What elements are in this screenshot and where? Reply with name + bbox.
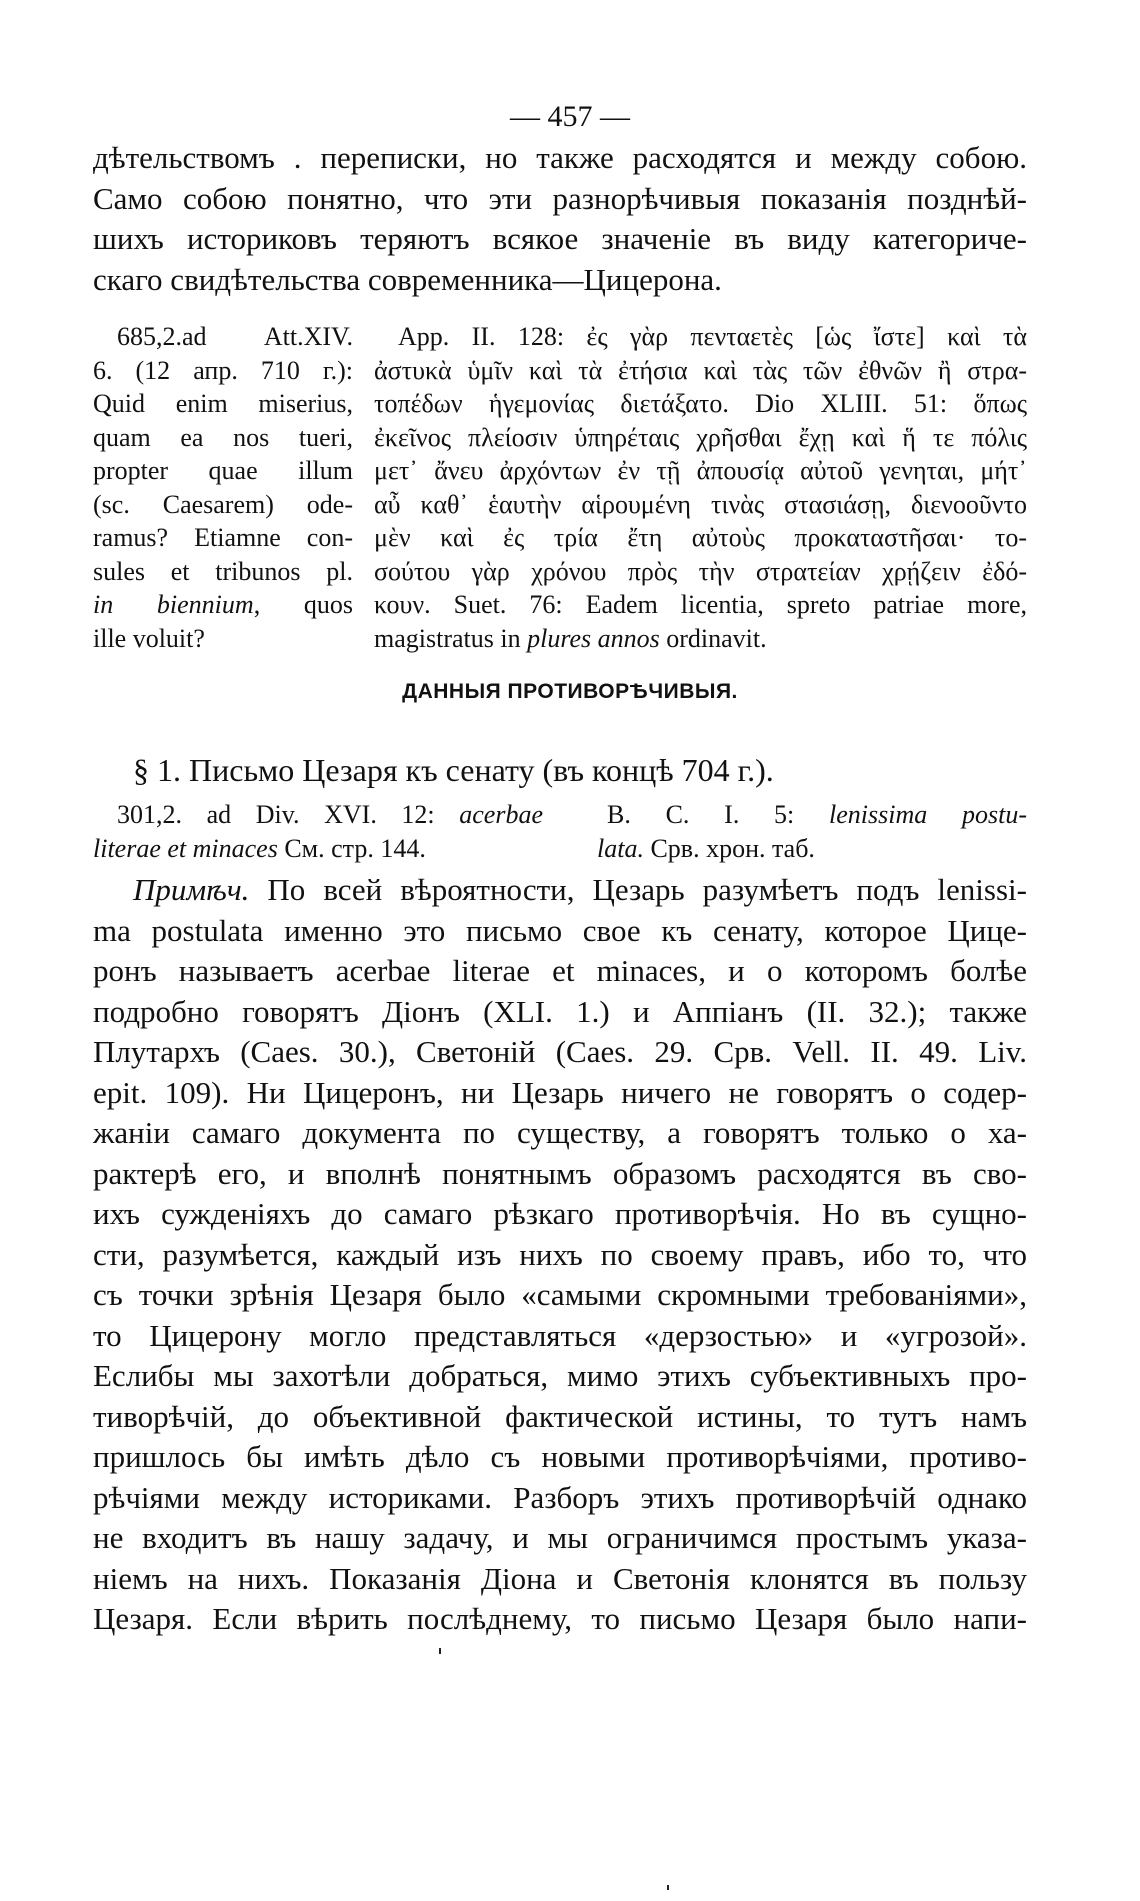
citation-line: μὲν καὶ ἐς τρία ἔτη αὐτοὺς προκαταστῆσαι· το- — [374, 523, 1027, 552]
print-speck — [667, 1885, 669, 1890]
citation-line — [374, 622, 1027, 656]
body-line: ma postulata именно это письмо свое къ сенату, которое Цице- — [93, 912, 1027, 948]
margin-line: quam ea nos tueri, — [93, 422, 353, 452]
print-speck — [439, 1648, 441, 1654]
margin-line: ille voluit? — [93, 623, 205, 653]
italic-text: lata. — [597, 833, 644, 863]
note-paragraph — [93, 870, 1027, 1640]
body-line: ніемъ на нихъ. Показанія Діона и Светонія клонятся въ пользу — [93, 1560, 1027, 1596]
body-line: ронъ называетъ acerbae literae et minaces, и о которомъ болѣе — [93, 953, 1027, 988]
citation-line: ἀστυκὰ ὑμῖν καὶ τὰ ἐτήσια καὶ τὰς τῶν ἐθνῶν ἢ στρα- — [374, 355, 1027, 385]
body-text: По всей вѣроятности, Цезарь разумѣетъ подъ lenissi- — [249, 872, 1027, 907]
margin-line: sules et tribunos pl. — [93, 556, 353, 586]
intro-line: шихъ историковъ теряютъ всякое значеніе въ виду категориче- — [93, 221, 1027, 256]
body-line: пришлось бы имѣть дѣло съ новыми противорѣчіями, противо- — [93, 1439, 1027, 1474]
citation-line: μετ᾽ ἄνευ ἀρχόντων ἐν τῇ ἀπουσίᾳ αὐτοῦ γενηται, μήτ᾽ — [374, 456, 1027, 485]
citation-text: ordinavit. — [659, 623, 767, 653]
body-line: рѣчіями между историками. Разборъ этихъ противорѣчій однако — [93, 1479, 1027, 1515]
body-line: съ точки зрѣнія Цезаря было «самыми скромными требованіями», — [93, 1277, 1027, 1312]
margin-line: 6. (12 апр. 710 г.): — [93, 355, 353, 385]
margin-line: propter quae illum — [93, 456, 353, 485]
margin-line: 685,2.ad Att.XIV. — [117, 322, 353, 351]
intro-line: скаго свидѣтельства современника—Цицерона. — [93, 261, 722, 297]
body-line: жаніи самаго документа по существу, а говорятъ только о ха- — [93, 1115, 1027, 1150]
body-line: ихъ сужденіяхъ до самаго рѣзкаго противорѣчія. Но въ сущно- — [93, 1196, 1027, 1231]
reference-text: Срв. хрон. таб. — [643, 833, 815, 863]
margin-line: (sc. Caesarem) ode- — [93, 489, 353, 519]
reference-line — [597, 832, 1027, 866]
body-line: Плутархъ (Caes. 30.), Светоній (Caes. 29. Срв. Vell. II. 49. Liv. — [93, 1034, 1027, 1069]
body-line: подробно говорятъ Діонъ (XLI. 1.) и Аппіанъ (II. 32.); также — [93, 993, 1027, 1029]
citation-line: τοπέδων ἡγεμονίας διετάξατο. Dio XLIII. 51: ὅπως — [374, 389, 1027, 418]
intro-paragraph — [93, 138, 1027, 300]
citation-text: magistratus in — [374, 623, 528, 653]
body-line — [93, 870, 1027, 911]
reference-right — [597, 798, 1027, 865]
citation-line: σούτου γὰρ χρόνου πρὸς τὴν στρατείαν χρῄζειν ἐδό- — [374, 556, 1027, 586]
reference-line — [93, 832, 543, 866]
intro-line: дѣтельствомъ . переписки, но также расходятся и между собою. — [93, 140, 1027, 175]
italic-text: plures annos — [527, 623, 660, 653]
body-line: то Цицерону могло представляться «дерзостью» и «угрозой». — [93, 1317, 1027, 1353]
margin-line — [93, 588, 353, 622]
citation-column — [374, 320, 1027, 655]
section-title: ДАННЫЯ ПРОТИВОРѢЧИВЫЯ. — [402, 680, 738, 703]
reference-line — [93, 798, 543, 832]
italic-text: lenissima postu- — [829, 800, 1027, 829]
body-line: Еслибы мы захотѣли добраться, мимо этихъ субъективныхъ про- — [93, 1358, 1027, 1393]
reference-text: 301,2. ad Div. XVI. 12: — [117, 800, 460, 829]
body-line: тиворѣчій, до объективной фактической истины, то тутъ намъ — [93, 1398, 1027, 1434]
margin-note-column — [93, 320, 353, 655]
citation-line: κουν. Suet. 76: Eadem licentia, spreto patriae more, — [374, 590, 1027, 619]
reference-line — [597, 798, 1027, 832]
body-line: не входитъ въ нашу задачу, и мы ограничимся простымъ указа- — [93, 1520, 1027, 1555]
body-line: сти, разумѣется, каждый изъ нихъ по своему правъ, ибо то, что — [93, 1236, 1027, 1272]
margin-line: Quid enim miserius, — [93, 389, 353, 418]
reference-text: B. C. I. 5: — [607, 800, 830, 829]
margin-text: , quos — [253, 590, 353, 619]
reference-text: См. стр. 144. — [277, 833, 426, 863]
intro-line: Само собою понятно, что эти разнорѣчивыя показанія позднѣй- — [93, 180, 1027, 216]
citation-line: αὖ καθ᾽ ἑαυτὴν αἱρουμένη τινὰς στασιάσῃ, διενοοῦντο — [374, 489, 1027, 519]
body-line: Цезаря. Если вѣрить послѣднему, то письмо Цезаря было напи- — [93, 1601, 1027, 1636]
body-line: epit. 109). Ни Цицеронъ, ни Цезарь ничего не говорятъ о содер- — [93, 1074, 1027, 1110]
body-line: рактерѣ его, и вполнѣ понятнымъ образомъ расходятся въ сво- — [93, 1155, 1027, 1191]
italic-text: acerbae — [459, 800, 543, 829]
citation-line: App. II. 128: ἐς γὰρ πενταετὲς [ὡς ἴστε] καὶ τὰ — [398, 322, 1027, 351]
italic-text: in biennium — [93, 590, 254, 619]
margin-line: ramus? Etiamne con- — [93, 523, 353, 552]
page-number: — 457 — — [510, 100, 630, 133]
citation-line: ἐκεῖνος πλείοσιν ὑπηρέταις χρῆσθαι ἔχῃ καὶ ἥ τε πόλις — [374, 422, 1027, 452]
italic-text: literae et minaces — [93, 833, 278, 863]
note-label: Примѣч. — [133, 872, 250, 907]
reference-left — [93, 798, 543, 865]
paragraph-title: § 1. Письмо Цезаря къ сенату (въ концѣ 704 г.). — [133, 752, 774, 788]
